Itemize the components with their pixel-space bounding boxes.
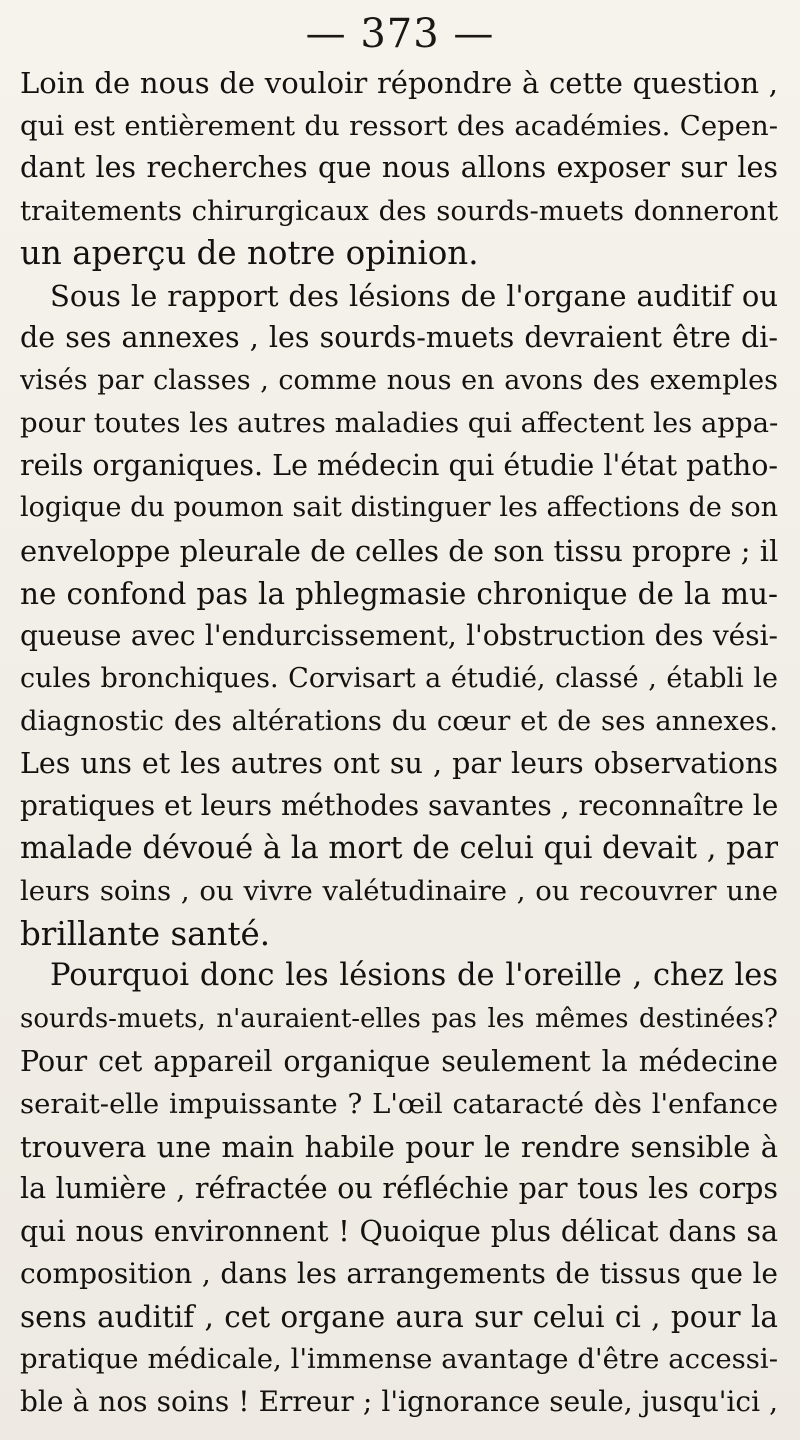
paragraph-2-line-4: pour toutes les autres maladies qui affectent les appa- — [20, 407, 778, 440]
paragraph-2-line-10: cules bronchiques. Corvisart a étudié, classé , établi le — [20, 662, 778, 694]
page-number: — 373 — — [305, 11, 495, 57]
paragraph-2-line-3: visés par classes , comme nous en avons des exemples — [20, 364, 778, 396]
paragraph-3-line-10: pratique médicale, l'immense avantage d'être accessi- — [20, 1343, 778, 1376]
paragraph-2-line-14: malade dévoué à la mort de celui qui devait , par — [20, 830, 778, 866]
paragraph-2-line-15: leurs soins , ou vivre valétudinaire , ou recouvrer une — [20, 875, 778, 908]
paragraph-2-line-12: Les uns et les autres ont su , par leurs observations — [20, 746, 778, 780]
paragraph-3-line-6: la lumière , réfractée ou réfléchie par tous les corps — [20, 1172, 778, 1206]
paragraph-1-line-4: traitements chirurgicaux des sourds-muets donneront — [20, 194, 778, 227]
paragraph-3-line-3: Pour cet appareil organique seulement la médecine — [20, 1044, 778, 1078]
paragraph-3-line-8: composition , dans les arrangements de tissus que le — [20, 1257, 778, 1291]
paragraph-2-line-6: logique du poumon sait distinguer les affections de son — [20, 492, 778, 524]
paragraph-2-line-5: reils organiques. Le médecin qui étudie l'état patho- — [20, 448, 778, 482]
paragraph-1-line-5: un aperçu de notre opinion. — [20, 234, 479, 273]
paragraph-2-line-11: diagnostic des altérations du cœur et de ses annexes. — [20, 705, 778, 738]
body-text — [20, 62, 778, 1424]
paragraph-2-line-16: brillante santé. — [20, 914, 271, 953]
paragraph-2-line-9: queuse avec l'endurcissement, l'obstruction des vési- — [20, 619, 778, 653]
paragraph-2-line-13: pratiques et leurs méthodes savantes , reconnaître le — [20, 789, 778, 823]
paragraph-3-line-1: Pourquoi donc les lésions de l'oreille , chez les — [50, 958, 778, 994]
paragraph-2-line-1: Sous le rapport des lésions de l'organe auditif ou — [50, 278, 778, 313]
paragraph-3-line-4: serait-elle impuissante ? L'œil cataracté dès l'enfance — [20, 1088, 778, 1121]
paragraph-2-line-8: ne confond pas la phlegmasie chronique de la mu- — [20, 576, 778, 611]
paragraph-1-line-1: Loin de nous de vouloir répondre à cette question , — [20, 66, 778, 100]
paragraph-1-line-2: qui est entièrement du ressort des académies. Cepen- — [20, 109, 778, 142]
paragraph-3-line-9: sens auditif , cet organe aura sur celui ci , pour la — [20, 1299, 778, 1334]
paragraph-3-line-7: qui nous environnent ! Quoique plus délicat dans sa — [20, 1214, 778, 1248]
paragraph-1-line-3: dant les recherches que nous allons exposer sur les — [20, 151, 778, 185]
paragraph-2-line-2: de ses annexes , les sourds-muets devraient être di- — [20, 321, 778, 355]
paragraph-2-line-7: enveloppe pleurale de celles de son tissu propre ; il — [20, 534, 778, 569]
paragraph-3-line-5: trouvera une main habile pour le rendre sensible à — [20, 1129, 778, 1164]
paragraph-3-line-11: ble à nos soins ! Erreur ; l'ignorance seule, jusqu'ici , — [20, 1384, 778, 1418]
paragraph-3-line-2: sourds-muets, n'auraient-elles pas les mêmes destinées? — [20, 1004, 778, 1035]
